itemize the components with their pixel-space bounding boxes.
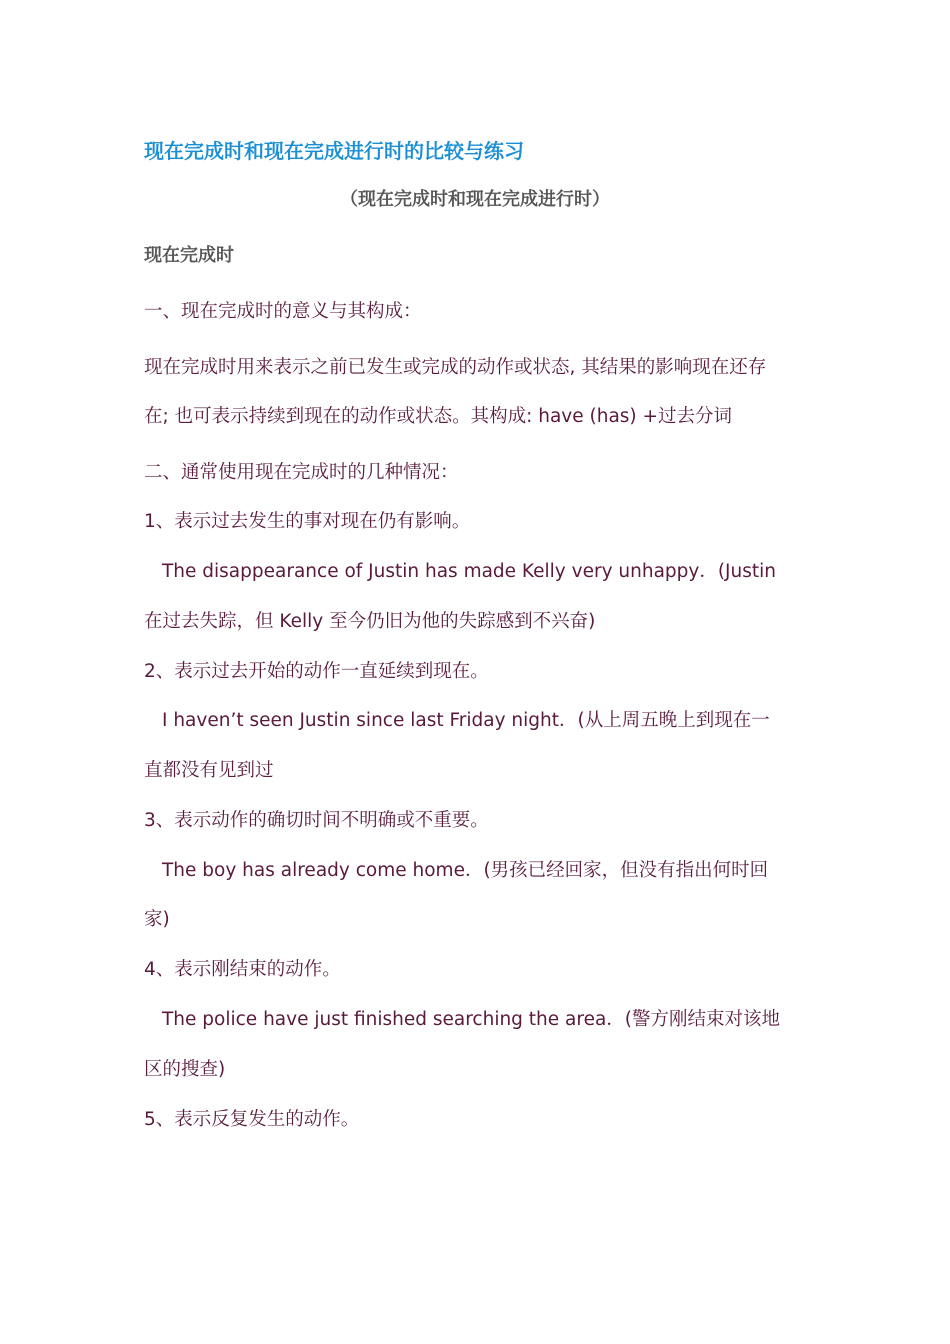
paragraph-line: 4、表示刚结束的动作。 (144, 959, 341, 980)
example-line: The disappearance of Justin has made Kelly very unhappy．(Justin (162, 561, 776, 582)
paragraph-line: 现在完成时用来表示之前已发生或完成的动作或状态, 其结果的影响现在还存 (144, 357, 767, 378)
section-heading: 现在完成时 (144, 245, 234, 266)
document-subtitle: （现在完成时和现在完成进行时） (340, 189, 610, 210)
paragraph-line: 在; 也可表示持续到现在的动作或状态。其构成: have (has) +过去分词 (144, 406, 733, 427)
paragraph-line: 直都没有见到过 (144, 760, 274, 781)
example-line: The boy has already come home．(男孩已经回家，但没有指出何时回 (162, 860, 769, 881)
document-title: 现在完成时和现在完成进行时的比较与练习 (144, 139, 524, 163)
paragraph-line: 在过去失踪，但 Kelly 至今仍旧为他的失踪感到不兴奋) (144, 611, 596, 632)
example-line: The police have just finished searching the area．(警方刚结束对该地 (162, 1009, 781, 1030)
paragraph-line: 2、表示过去开始的动作一直延续到现在。 (144, 661, 489, 682)
paragraph-line: 一、现在完成时的意义与其构成： (144, 301, 422, 322)
paragraph-line: 1、表示过去发生的事对现在仍有影响。 (144, 511, 471, 532)
example-line: I haven’t seen Justin since last Friday night．(从上周五晚上到现在一 (162, 710, 770, 731)
paragraph-line: 二、通常使用现在完成时的几种情况： (144, 462, 459, 483)
paragraph-line: 5、表示反复发生的动作。 (144, 1109, 360, 1130)
paragraph-line: 家) (144, 909, 170, 930)
paragraph-line: 3、表示动作的确切时间不明确或不重要。 (144, 810, 489, 831)
paragraph-line: 区的搜查) (144, 1059, 226, 1080)
